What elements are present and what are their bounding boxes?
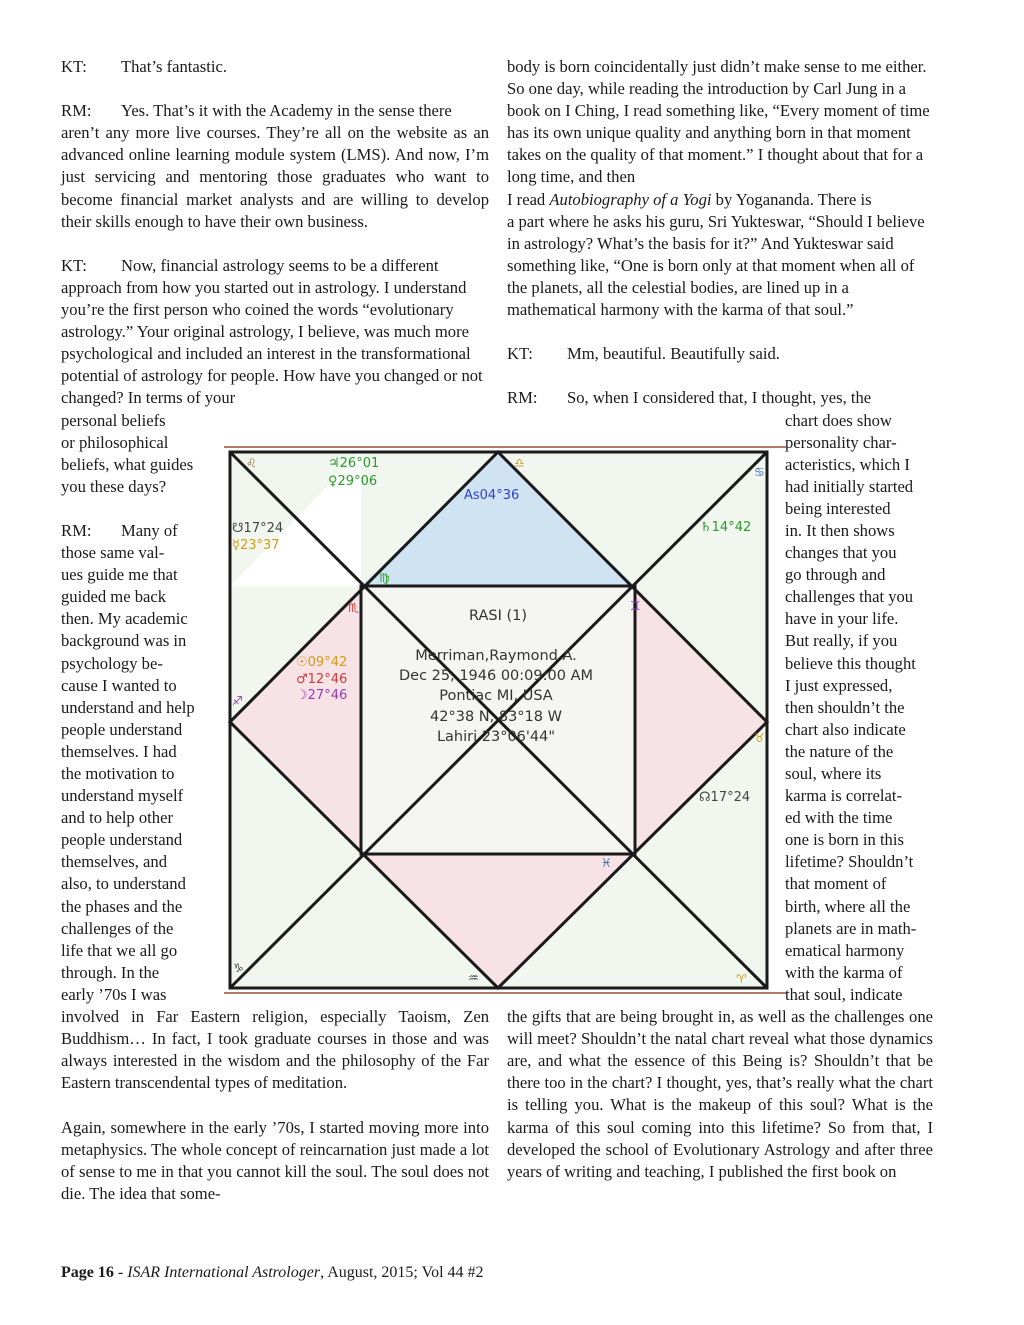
page-footer: [61, 1262, 484, 1284]
paragraph-kt-1: [61, 56, 489, 78]
text-line: changes that you: [785, 543, 897, 563]
text-line: and to help other: [61, 808, 173, 828]
text-line: that soul, indicate: [785, 984, 903, 1004]
text-line: birth, where all the: [785, 896, 911, 916]
speaker-label: RM:: [507, 388, 538, 408]
chart-name: Merriman,Raymond A.: [415, 648, 577, 664]
text-line: chart does show: [785, 410, 892, 430]
speaker-label: RM:: [61, 520, 92, 540]
text-line: you these days?: [61, 476, 167, 496]
speaker-label: KT:: [507, 344, 533, 364]
pisces-sign: ♓: [601, 856, 612, 870]
sagittarius-sign: ♐: [232, 694, 243, 708]
speaker-label: RM:: [61, 101, 92, 121]
libra-sign: ♎: [514, 456, 525, 470]
text-line: themselves. I had: [61, 741, 177, 761]
text-line: being interested: [785, 498, 891, 518]
text-line: life that we all go: [61, 940, 178, 960]
chart-coords: 42°38 N, 83°18 W: [430, 709, 562, 725]
sun-label: ☉09°42: [296, 655, 348, 670]
paragraph-rm-1: [61, 100, 489, 233]
paragraph-text: Yes. That’s it with the Academy in the sense there: [121, 101, 452, 121]
text-line: ed with the time: [785, 808, 893, 828]
moon-label: ☽27°46: [296, 688, 348, 703]
paragraph-kt-2: [61, 255, 489, 410]
text-line: one is born in this: [785, 830, 904, 850]
paragraph-text: approach from how you started out in astrology. I understand you’re the first person who coined the words “evolutionary astrology.” Your original astrology, I believe, was much more psychological and included an interest in the transformational potential of astrology for people. How have you changed or not changed? In terms of your: [61, 277, 483, 408]
text-line: beliefs, what guides: [61, 454, 194, 474]
paragraph-text: involved in Far Eastern religion, especially Taoism, Zen Buddhism… In fact, I took graduate courses in those and was always interested in the wisdom and the philosophy of the Far Eastern transcendental types of meditation.: [61, 1007, 489, 1093]
text-line: I just expressed,: [785, 675, 893, 695]
rasi-chart: [224, 440, 786, 1000]
text-line: soul, where its: [785, 764, 882, 783]
text-line: lifetime? Shouldn’t: [785, 852, 914, 872]
text-line: cause I wanted to: [61, 675, 177, 695]
text-line: karma is correlat-: [785, 786, 903, 806]
text-line: early ’70s I was: [61, 984, 167, 1004]
text-line: through. In the: [61, 962, 160, 982]
text-line: in. It then shows: [785, 520, 895, 540]
taurus-sign: ♉: [754, 731, 765, 745]
text-line: chart also indicate: [785, 719, 906, 739]
text-line: guided me back: [61, 587, 167, 607]
chart-ayanamsa: Lahiri 23°06'44": [436, 729, 556, 745]
text-line: But really, if you: [785, 631, 898, 651]
paragraph-metaphysics: Again, somewhere in the early ’70s, I started moving more into metaphysics. The whole concept of reincarnation just made a lot of sense to me in that you cannot kill the soul. The soul does not die. The idea that some-: [61, 1117, 489, 1203]
aries-sign: ♈: [736, 972, 747, 986]
journal-title: ISAR International Astrologer: [127, 1264, 321, 1281]
text-line: then. My academic: [61, 609, 188, 629]
paragraph-rm-3-first-line: [507, 387, 933, 409]
text-line: the phases and the: [61, 896, 183, 916]
mars-label: ♂12°46: [296, 672, 348, 687]
cancer-sign: ♋: [754, 465, 765, 479]
paragraph-text: I read: [507, 189, 550, 209]
text-line: or philosophical: [61, 432, 169, 452]
ketu-label: ☋17°24: [232, 521, 284, 536]
aquarius-sign: ♒: [468, 971, 479, 985]
ascendant-label: As04°36: [464, 488, 520, 503]
paragraph-kt-3: [507, 343, 933, 365]
text-line: believe this thought: [785, 653, 916, 673]
paragraph-text: Mm, beautiful. Beautifully said.: [567, 344, 780, 364]
chart-title: RASI (1): [468, 608, 528, 624]
virgo-sign: ♍: [379, 571, 390, 585]
chart-date: Dec 25, 1946 00:09:00 AM: [398, 668, 594, 684]
text-line: with the karma of: [785, 962, 903, 982]
paragraph-text: by Yogananda. There is: [711, 189, 872, 209]
paragraph-text: body is born coincidentally just didn’t make sense to me either. So one day, while reading the introduction by Carl Jung in a book on I Ching, I read something like, “Every moment of time has its own unique quality and anything born in that moment takes on the quality of that moment.” I thought about that for a long time, and then: [507, 57, 930, 187]
speaker-label: KT:: [61, 57, 87, 76]
paragraph-text: a part where he asks his guru, Sri Yukteswar, “Should I believe in astrology? What’s the basis for it?” And Yukteswar said something like, “One is born only at that moment when all of the planets, all the celestial bodies, are lined up in a mathematical harmony with the karma of that soul.”: [507, 211, 925, 320]
text-line: understand myself: [61, 786, 184, 806]
text-line: ues guide me that: [61, 565, 178, 585]
scorpio-sign: ♏: [348, 601, 359, 615]
text-line: go through and: [785, 565, 886, 585]
text-line: acteristics, which I: [785, 454, 910, 474]
text-line: the nature of the: [785, 741, 894, 761]
text-line: personality char-: [785, 432, 897, 452]
text-line: had initially started: [785, 476, 914, 496]
text-line: that moment of: [785, 874, 887, 894]
chart-place: Pontiac MI, USA: [439, 688, 553, 704]
paragraph-text: That’s fantastic.: [121, 57, 227, 76]
paragraph-text: aren’t any more live courses. They’re all on the website as an advanced online learning module system (LMS). And now, I’m just servicing and mentoring those graduates who want to become financial market analysts and are willing to develop their skills enough to have their own business.: [61, 123, 489, 231]
text-line: Many of: [121, 520, 178, 540]
paragraph-yogi: [507, 56, 933, 321]
text-line: also, to understand: [61, 874, 186, 894]
leo-sign: ♌: [246, 456, 257, 470]
venus-label: ♀29°06: [328, 474, 378, 489]
mercury-label: ☿23°37: [232, 538, 280, 553]
capricorn-sign: ♑: [233, 961, 244, 975]
saturn-label: ♄14°42: [700, 520, 752, 535]
issue-info: , August, 2015; Vol 44 #2: [320, 1264, 484, 1281]
text-line: planets are in math-: [785, 918, 917, 938]
text-line: have in your life.: [785, 609, 899, 629]
paragraph-text: the gifts that are being brought in, as well as the challenges one will meet? Shouldn’t the natal chart reveal what those dynamics are, and what the essence of this Being is? Shouldn’t that be there too in the chart? I thought, yes, that’s really what the chart is telling you. What is the makeup of this soul? What is the karma of this soul coming into this lifetime? So from that, I developed the school of Evolutionary Astrology and after three years of writing and teaching, I published the first book on: [507, 1007, 933, 1181]
text-line: personal beliefs: [61, 410, 166, 430]
rahu-label: ☊17°24: [699, 790, 751, 805]
text-line: challenges of the: [61, 918, 174, 938]
text-line: the motivation to: [61, 764, 175, 783]
book-title: Autobiography of a Yogi: [549, 189, 712, 209]
page-number: Page 16: [61, 1264, 114, 1281]
text-line: those same val-: [61, 543, 165, 563]
text-line: then shouldn’t the: [785, 697, 905, 717]
footer-sep: -: [113, 1264, 128, 1281]
text-line: people understand: [61, 830, 183, 850]
text-line: people understand: [61, 719, 183, 739]
text-line: ematical harmony: [785, 940, 905, 960]
gemini-sign: ♊: [630, 599, 641, 613]
paragraph-text: Now, financial astrology seems to be a different: [121, 255, 439, 275]
text-line: psychology be-: [61, 653, 163, 673]
text-line: challenges that you: [785, 587, 914, 607]
text-line: background was in: [61, 631, 187, 651]
text-line: themselves, and: [61, 852, 167, 872]
jupiter-label: ♃26°01: [328, 456, 380, 471]
paragraph-text: So, when I considered that, I thought, yes, the: [567, 388, 872, 408]
text-line: understand and help: [61, 697, 195, 717]
speaker-label: KT:: [61, 255, 87, 275]
